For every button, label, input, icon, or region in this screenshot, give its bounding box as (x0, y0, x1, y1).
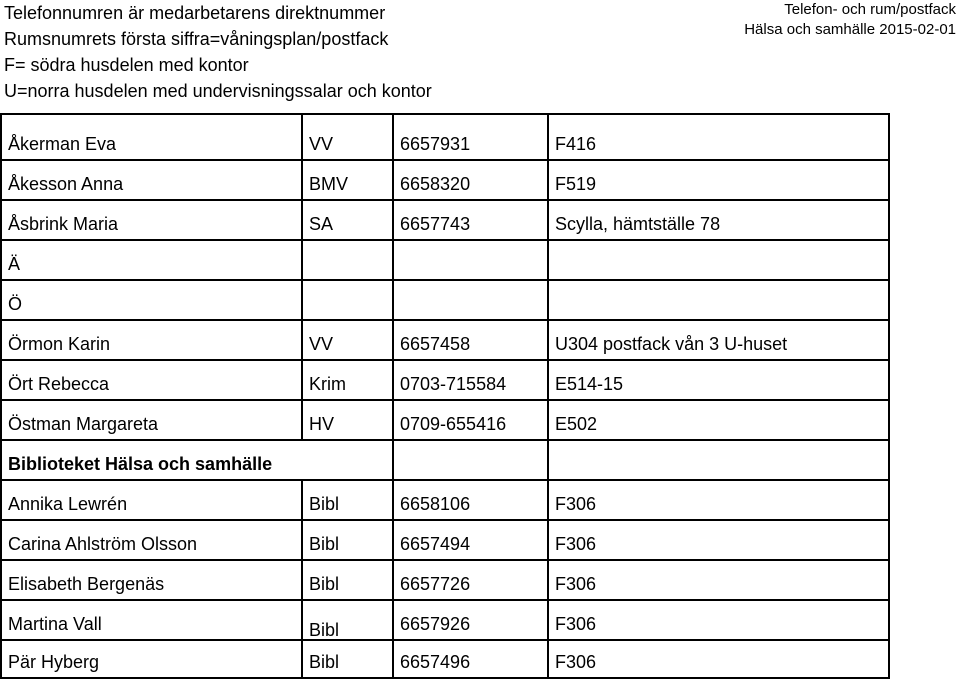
empty-cell (548, 240, 889, 280)
dept-cell (302, 600, 393, 640)
dept-cell: Bibl (302, 480, 393, 520)
table-row (1, 640, 889, 678)
dept-cell: HV (302, 400, 393, 440)
name-cell: Martina Vall (1, 600, 302, 640)
phone-cell: 6657931 (393, 114, 548, 160)
phone-cell: 0709-655416 (393, 400, 548, 440)
room-cell: F416 (548, 114, 889, 160)
letter-heading: Ö (1, 280, 302, 320)
name-cell: Pär Hyberg (1, 640, 302, 678)
name-cell: Elisabeth Bergenäs (1, 560, 302, 600)
note-line: F= södra husdelen med kontor (4, 55, 249, 75)
table-row (1, 360, 889, 400)
table-row (1, 320, 889, 360)
letter-divider-row (1, 280, 889, 320)
name-cell: Örmon Karin (1, 320, 302, 360)
phone-cell: 6657926 (393, 600, 548, 640)
room-cell: E502 (548, 400, 889, 440)
room-cell: Scylla, hämtställe 78 (548, 200, 889, 240)
document-meta (744, 0, 956, 40)
letter-heading: Ä (1, 240, 302, 280)
staff-directory-table (0, 113, 890, 679)
table-row (1, 480, 889, 520)
dept-cell: Bibl (302, 640, 393, 678)
name-cell: Annika Lewrén (1, 480, 302, 520)
empty-cell (393, 280, 548, 320)
note-line: U=norra husdelen med undervisningssalar och kontor (4, 81, 432, 101)
room-cell: F306 (548, 600, 889, 640)
note-line: Telefonnumren är medarbetarens direktnummer (4, 3, 386, 23)
room-cell: F306 (548, 520, 889, 560)
table-row (1, 160, 889, 200)
section-heading-row (1, 440, 889, 480)
intro-notes (4, 0, 432, 104)
table-row (1, 520, 889, 560)
phone-cell: 6657743 (393, 200, 548, 240)
phone-cell: 6658320 (393, 160, 548, 200)
dept-cell: Krim (302, 360, 393, 400)
phone-cell: 6657458 (393, 320, 548, 360)
dept-cell: BMV (302, 160, 393, 200)
empty-cell (548, 280, 889, 320)
empty-cell (302, 440, 393, 480)
dept-cell: VV (302, 320, 393, 360)
dept-cell: SA (302, 200, 393, 240)
name-cell: Ört Rebecca (1, 360, 302, 400)
name-cell: Åkerman Eva (1, 114, 302, 160)
table-row (1, 400, 889, 440)
room-cell: U304 postfack vån 3 U-huset (548, 320, 889, 360)
empty-cell (302, 240, 393, 280)
empty-cell (393, 440, 548, 480)
room-cell: E514-15 (548, 360, 889, 400)
dept-cell: Bibl (302, 520, 393, 560)
name-cell: Åkesson Anna (1, 160, 302, 200)
empty-cell (302, 280, 393, 320)
dept-cell: VV (302, 114, 393, 160)
table-row (1, 600, 889, 640)
table-row (1, 200, 889, 240)
dept-label: Bibl (309, 620, 340, 640)
table-row (1, 114, 889, 160)
library-section-heading: Biblioteket Hälsa och samhälle (1, 440, 302, 480)
phone-cell: 6657726 (393, 560, 548, 600)
phone-cell: 0703-715584 (393, 360, 548, 400)
phone-cell: 6657496 (393, 640, 548, 678)
name-cell: Östman Margareta (1, 400, 302, 440)
dept-cell: Bibl (302, 560, 393, 600)
letter-divider-row (1, 240, 889, 280)
room-cell: F306 (548, 640, 889, 678)
note-line: Rumsnumrets första siffra=våningsplan/postfack (4, 29, 389, 49)
room-cell: F519 (548, 160, 889, 200)
name-cell: Åsbrink Maria (1, 200, 302, 240)
room-cell: F306 (548, 480, 889, 520)
room-cell: F306 (548, 560, 889, 600)
empty-cell (393, 240, 548, 280)
document-subtitle: Hälsa och samhälle 2015-02-01 (744, 21, 956, 38)
document-title: Telefon- och rum/postfack (784, 1, 956, 18)
phone-cell: 6658106 (393, 480, 548, 520)
name-cell: Carina Ahlström Olsson (1, 520, 302, 560)
table-row (1, 560, 889, 600)
empty-cell (548, 440, 889, 480)
phone-cell: 6657494 (393, 520, 548, 560)
